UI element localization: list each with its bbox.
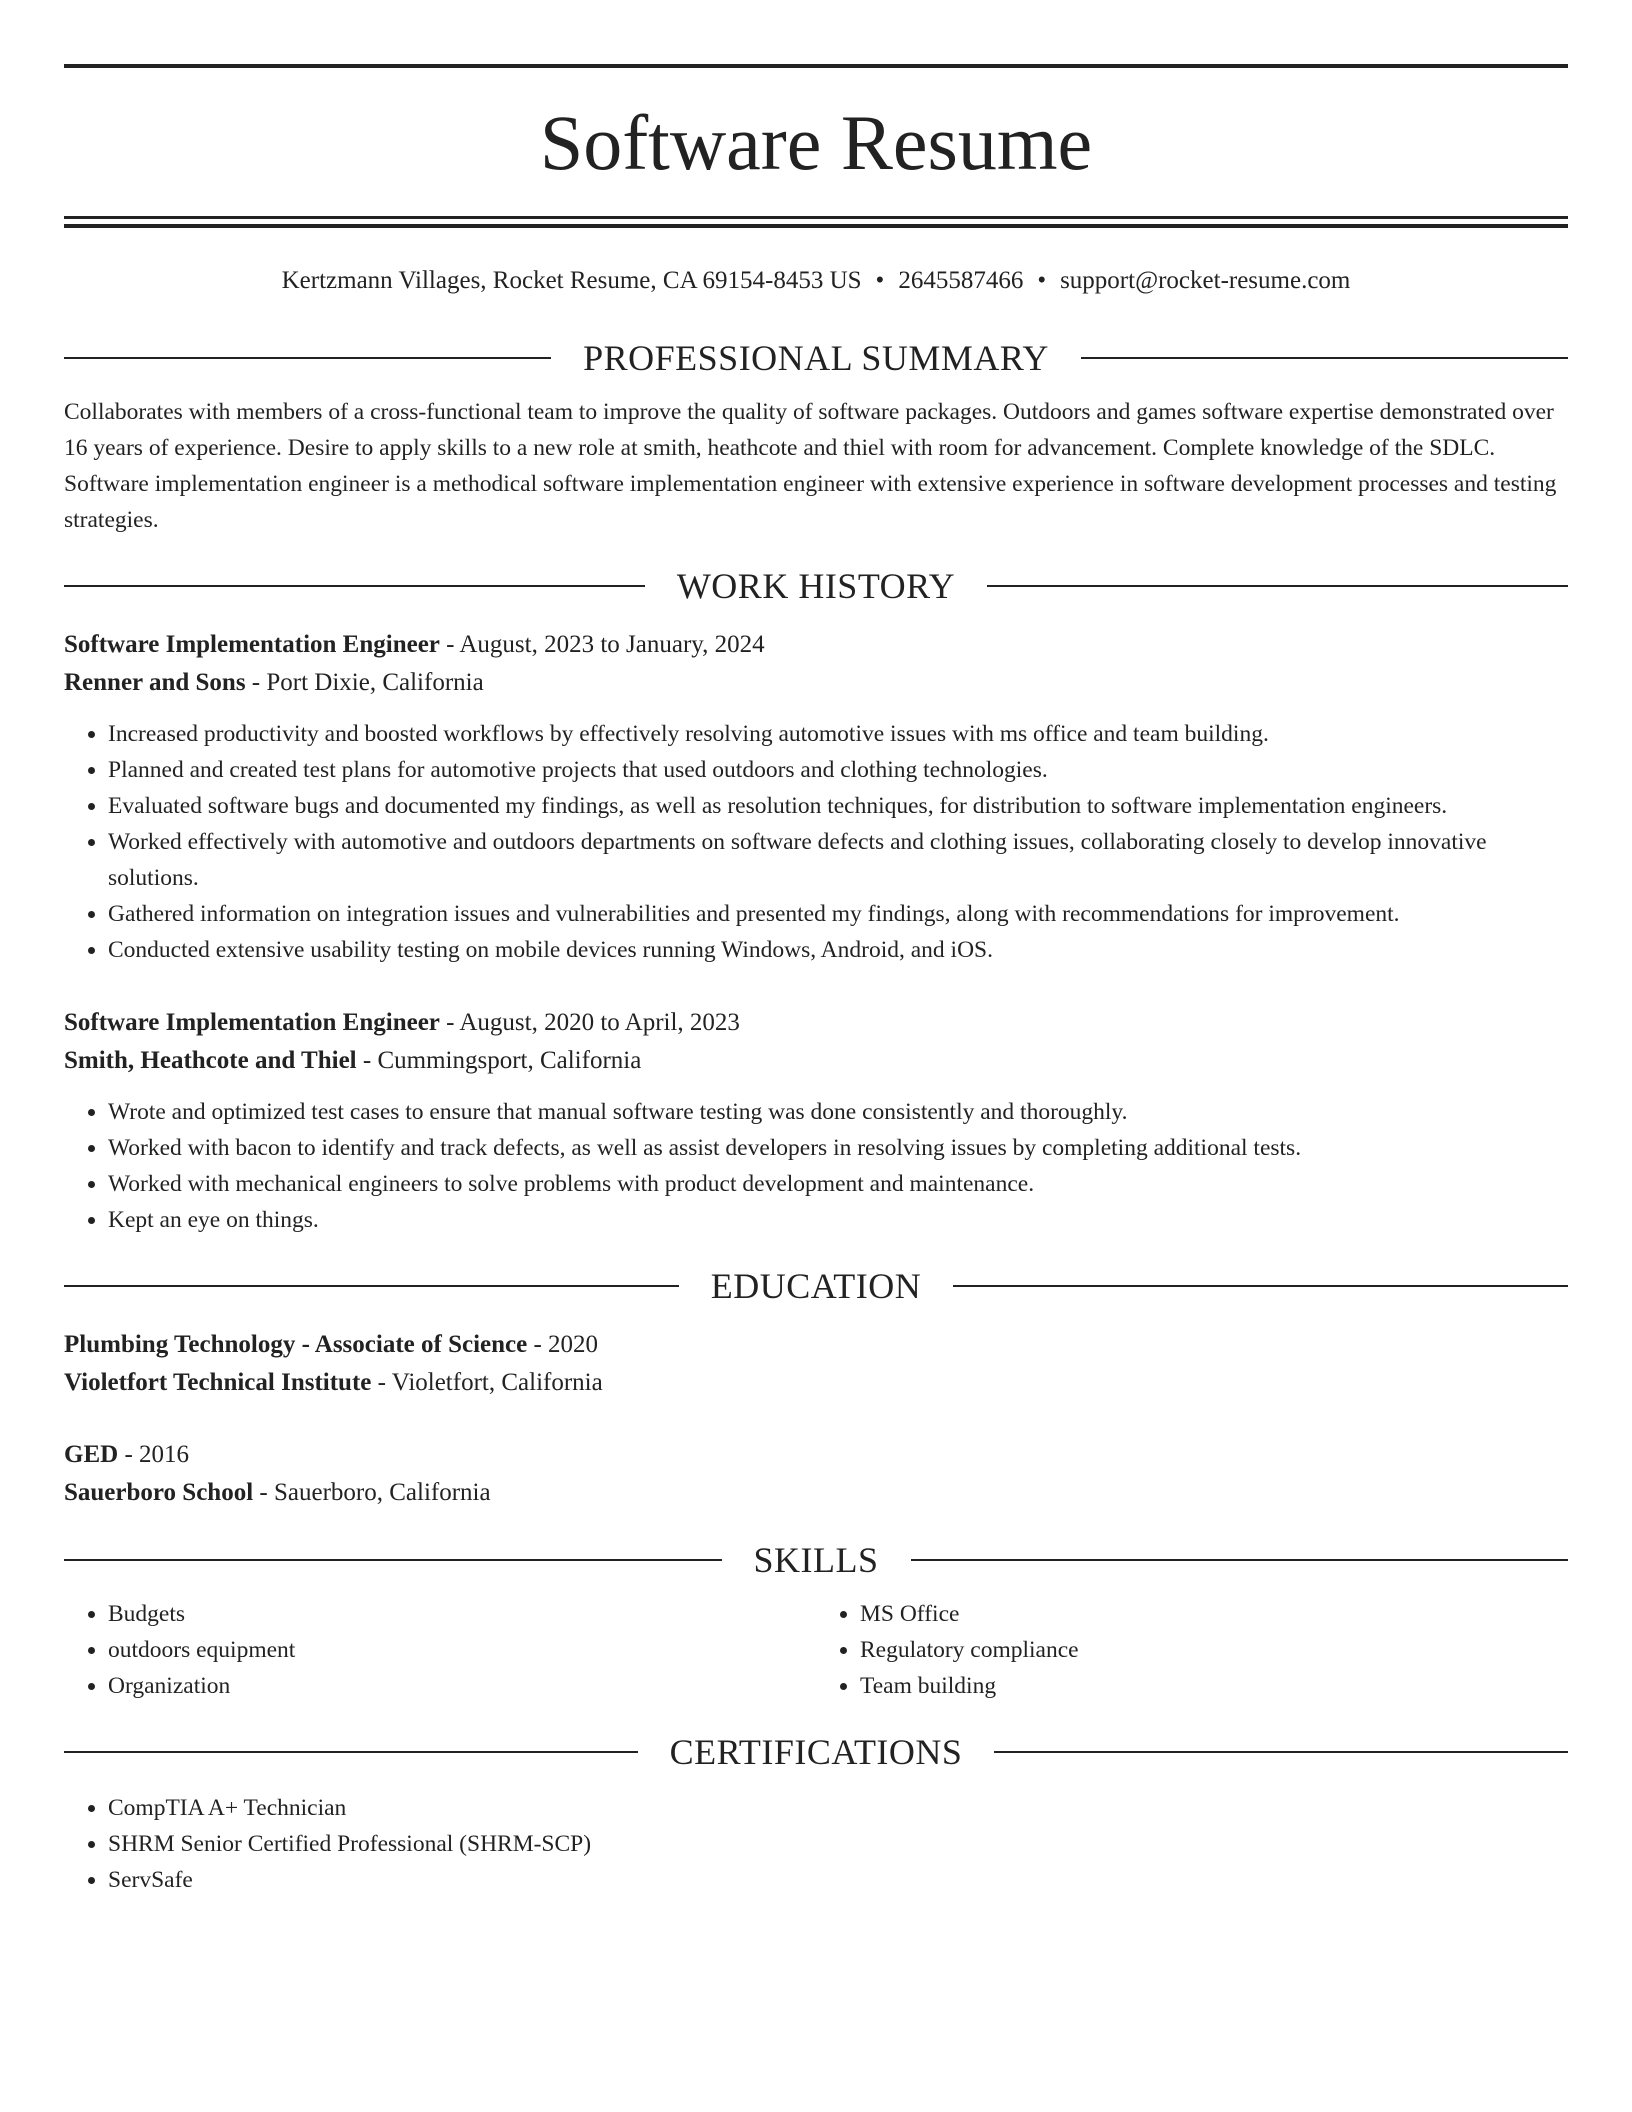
page-title: Software Resume bbox=[539, 99, 1093, 186]
section-title: CERTIFICATIONS bbox=[669, 1732, 963, 1772]
heading-rule-left bbox=[64, 1559, 722, 1561]
resume-page bbox=[64, 64, 1568, 1898]
contact-line bbox=[64, 266, 1568, 296]
contact-separator: • bbox=[875, 267, 885, 294]
summary-text: Collaborates with members of a cross-functional team to improve the quality of software packages. Outdoors and games software expertise demonstrated over 16 years of experience. Desire to apply skills to a new role at smith, heathcote and thiel with room for advancement. Complete knowledge of the SDLC. Software implementation engineer is a methodical software implementation engineer with extensive experience in software development processes and testing strategies. bbox=[64, 399, 1557, 533]
job-dates: - August, 2020 to April, 2023 bbox=[439, 1009, 740, 1036]
section-title: PROFESSIONAL SUMMARY bbox=[583, 338, 1049, 378]
list-item: • Team building bbox=[860, 1668, 1568, 1704]
section-title: WORK HISTORY bbox=[676, 566, 956, 606]
job-bullets bbox=[64, 716, 1568, 968]
heading-rule-right bbox=[1081, 357, 1568, 359]
company-name: Smith, Heathcote and Thiel bbox=[64, 1047, 357, 1074]
skills-list-left bbox=[64, 1596, 816, 1704]
title-double-rule bbox=[64, 216, 1568, 228]
top-rule bbox=[64, 64, 1568, 68]
section-title: SKILLS bbox=[753, 1540, 879, 1580]
list-item: • Conducted extensive usability testing on mobile devices running Windows, Android, and iOS. bbox=[108, 932, 1568, 968]
list-item: • SHRM Senior Certified Professional (SHRM-SCP) bbox=[108, 1826, 1568, 1862]
list-item: • Evaluated software bugs and documented my findings, as well as resolution techniques, for distribution to software implementation engineers. bbox=[108, 788, 1568, 824]
degree-name: GED bbox=[64, 1441, 119, 1468]
section-title: EDUCATION bbox=[710, 1266, 922, 1306]
list-item: • ServSafe bbox=[108, 1862, 1568, 1898]
list-item: • MS Office bbox=[860, 1596, 1568, 1632]
heading-rule-left bbox=[64, 1285, 679, 1287]
list-item: • Organization bbox=[108, 1668, 816, 1704]
school-location: - Violetfort, California bbox=[371, 1369, 603, 1396]
job-dates: - August, 2023 to January, 2024 bbox=[439, 631, 765, 658]
list-item: • Kept an eye on things. bbox=[108, 1202, 1568, 1238]
education-entry bbox=[64, 1436, 1568, 1512]
list-item: • Worked effectively with automotive and outdoors departments on software defects and clothing issues, collaborating closely to develop innovative solutions. bbox=[108, 824, 1568, 896]
company-location: - Cummingsport, California bbox=[356, 1047, 642, 1074]
list-item: • Planned and created test plans for automotive projects that used outdoors and clothing technologies. bbox=[108, 752, 1568, 788]
list-item: • Regulatory compliance bbox=[860, 1632, 1568, 1668]
list-item: • Worked with mechanical engineers to solve problems with product development and maintenance. bbox=[108, 1166, 1568, 1202]
skills-columns bbox=[64, 1592, 1568, 1704]
heading-rule-right bbox=[994, 1751, 1568, 1753]
section-heading-skills bbox=[64, 1538, 1568, 1582]
contact-phone: 2645587466 bbox=[898, 267, 1024, 294]
skills-list-right bbox=[816, 1596, 1568, 1704]
heading-rule-left bbox=[64, 357, 551, 359]
job-bullets bbox=[64, 1094, 1568, 1238]
section-heading-summary bbox=[64, 336, 1568, 380]
certifications-list bbox=[64, 1790, 1568, 1898]
list-item: • Worked with bacon to identify and track defects, as well as assist developers in resolving issues by completing additional tests. bbox=[108, 1130, 1568, 1166]
section-heading-certifications bbox=[64, 1730, 1568, 1774]
school-name: Violetfort Technical Institute bbox=[64, 1369, 372, 1396]
contact-separator: • bbox=[1037, 267, 1047, 294]
degree-year: - 2020 bbox=[527, 1331, 599, 1358]
degree-name: Plumbing Technology - Associate of Science bbox=[64, 1331, 528, 1358]
list-item: • outdoors equipment bbox=[108, 1632, 816, 1668]
list-item: • Gathered information on integration issues and vulnerabilities and presented my findings, along with recommendations for improvement. bbox=[108, 896, 1568, 932]
school-location: - Sauerboro, California bbox=[253, 1479, 491, 1506]
list-item: • Increased productivity and boosted workflows by effectively resolving automotive issues with ms office and team building. bbox=[108, 716, 1568, 752]
contact-email: support@rocket-resume.com bbox=[1060, 267, 1351, 294]
education-entry bbox=[64, 1326, 1568, 1402]
list-item: • CompTIA A+ Technician bbox=[108, 1790, 1568, 1826]
certifications-block bbox=[64, 1790, 1568, 1898]
section-heading-education bbox=[64, 1264, 1568, 1308]
degree-year: - 2016 bbox=[118, 1441, 190, 1468]
heading-rule-right bbox=[953, 1285, 1568, 1287]
section-heading-work bbox=[64, 564, 1568, 608]
work-entry bbox=[64, 1004, 1568, 1238]
contact-address: Kertzmann Villages, Rocket Resume, CA 69154-8453 US bbox=[281, 267, 862, 294]
heading-rule-right bbox=[987, 585, 1568, 587]
school-name: Sauerboro School bbox=[64, 1479, 254, 1506]
list-item: • Budgets bbox=[108, 1596, 816, 1632]
heading-rule-left bbox=[64, 1751, 638, 1753]
job-title: Software Implementation Engineer bbox=[64, 1009, 440, 1036]
job-title: Software Implementation Engineer bbox=[64, 631, 440, 658]
company-location: - Port Dixie, California bbox=[245, 669, 484, 696]
heading-rule-right bbox=[911, 1559, 1569, 1561]
company-name: Renner and Sons bbox=[64, 669, 246, 696]
list-item: • Wrote and optimized test cases to ensure that manual software testing was done consistently and thoroughly. bbox=[108, 1094, 1568, 1130]
work-entry bbox=[64, 626, 1568, 968]
heading-rule-left bbox=[64, 585, 645, 587]
